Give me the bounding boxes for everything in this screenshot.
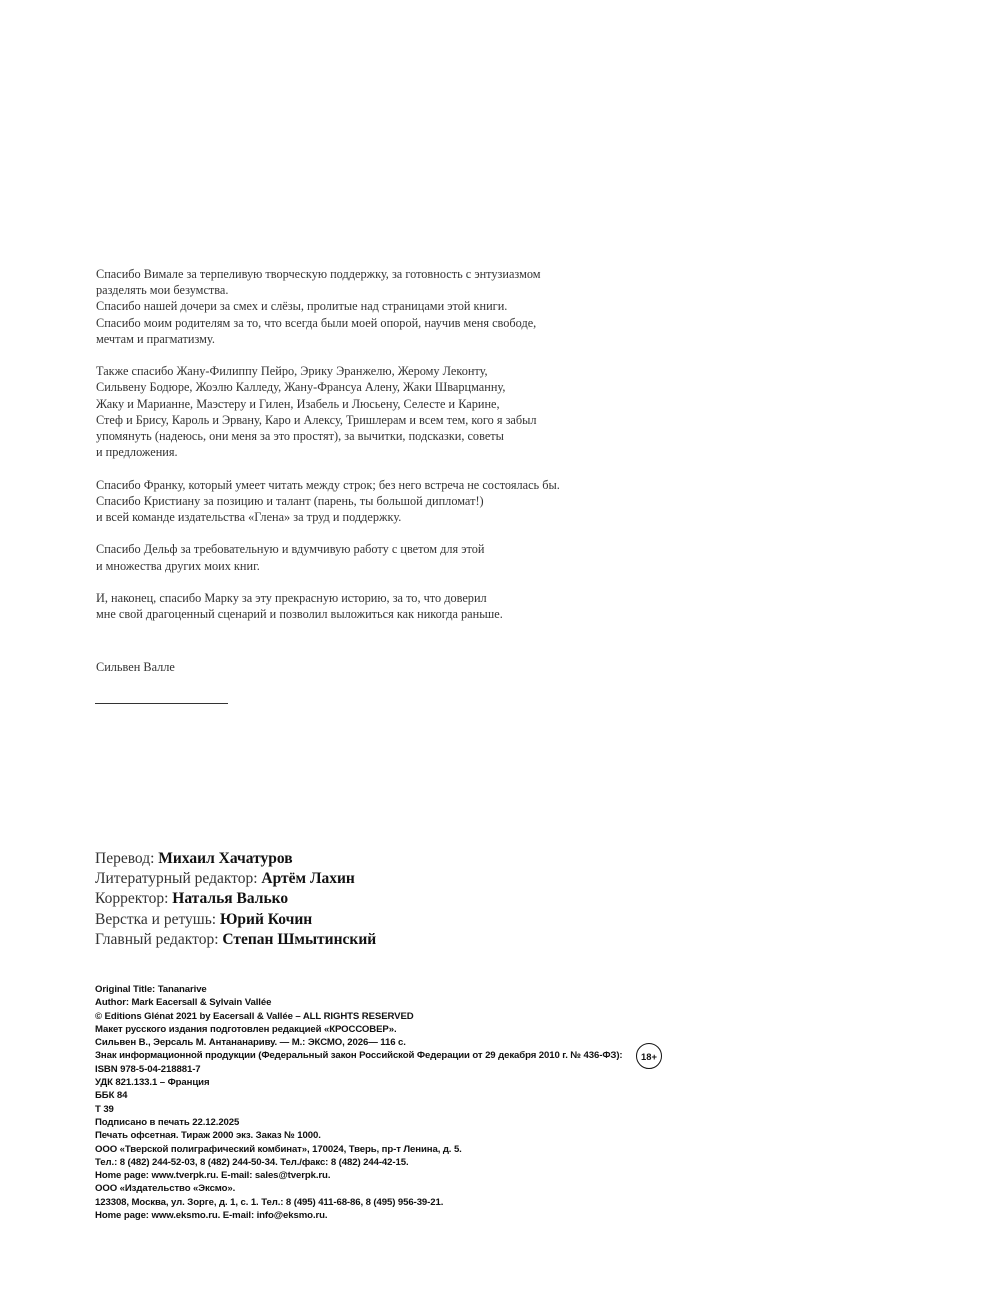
ack-paragraph-2 xyxy=(96,363,716,460)
credit-role: Литературный редактор: xyxy=(95,870,258,888)
ack-line: Спасибо Кристиану за позицию и талант (парень, ты большой дипломат!) xyxy=(96,493,484,508)
imprint-line: Т 39 xyxy=(95,1103,114,1115)
ack-line: Спасибо Вимале за терпеливую творческую поддержку, за готовность с энтузиазмом xyxy=(96,267,541,281)
imprint-line: 123308, Москва, ул. Зорге, д. 1, с. 1. Тел.: 8 (495) 411-68-86, 8 (495) 956-39-21. xyxy=(95,1196,444,1208)
credit-role: Перевод: xyxy=(95,850,155,867)
imprint-line: Home page: www.tverpk.ru. E-mail: sales@tverpk.ru. xyxy=(95,1170,331,1182)
credit-row-layout xyxy=(95,910,376,930)
imprint-line: УДК 821.133.1 – Франция xyxy=(95,1077,210,1089)
imprint-line: ООО «Издательство «Эксмо». xyxy=(95,1183,236,1195)
credit-role: Корректор: xyxy=(95,890,169,908)
imprint-line: ООО «Тверской полиграфический комбинат», 170024, Тверь, пр-т Ленина, д. 5. xyxy=(95,1143,462,1155)
ack-line: Жаку и Марианне, Маэстеру и Гилен, Изабель и Люсьену, Селесте и Карине, xyxy=(96,396,500,411)
imprint-line: Подписано в печать 22.12.2025 xyxy=(95,1116,240,1128)
credit-name: Степан Шмытинский xyxy=(222,930,377,948)
credit-name: Артём Лахин xyxy=(261,870,355,888)
ack-line: мне свой драгоценный сценарий и позволил выложиться как никогда раньше. xyxy=(96,607,503,622)
credit-role: Главный редактор: xyxy=(95,930,219,948)
imprint-line: Home page: www.eksmo.ru. E-mail: info@eksmo.ru. xyxy=(95,1210,328,1222)
divider-rule xyxy=(95,703,228,704)
ack-line: Стеф и Брису, Кароль и Эрвану, Каро и Алексу, Тришлерам и всем тем, кого я забыл xyxy=(96,412,537,427)
imprint-line: © Editions Glénat 2021 by Eacersall & Vallée – ALL RIGHTS RESERVED xyxy=(95,1010,414,1022)
imprint-line: Original Title: Tananarive xyxy=(95,984,207,995)
imprint-block xyxy=(95,983,623,1222)
ack-paragraph-3 xyxy=(96,477,716,526)
ack-line: Спасибо Дельф за требовательную и вдумчивую работу с цветом для этой xyxy=(96,542,485,557)
imprint-line: ISBN 978-5-04-218881-7 xyxy=(95,1063,201,1075)
ack-line: и предложения. xyxy=(96,445,178,460)
ack-paragraph-5 xyxy=(96,590,716,622)
ack-line: Спасибо моим родителям за то, что всегда были моей опорой, научив меня свободе, xyxy=(96,315,537,330)
credit-row-chief-editor xyxy=(95,930,376,950)
ack-line: Сильвену Бодюре, Жоэлю Калледу, Жану-Франсуа Алену, Жаки Шварцманну, xyxy=(96,380,506,395)
ack-line: мечтам и прагматизму. xyxy=(96,331,215,346)
ack-line: упомянуть (надеюсь, они меня за это простят), за вычитки, подсказки, советы xyxy=(96,429,504,444)
imprint-line: Печать офсетная. Тираж 2000 экз. Заказ № 1000. xyxy=(95,1130,321,1142)
imprint-line: Author: Mark Eacersall & Sylvain Vallée xyxy=(95,997,272,1009)
credit-row-translator xyxy=(95,849,376,869)
ack-line: Также спасибо Жану-Филиппу Пейро, Эрику Эранжелю, Жерому Леконту, xyxy=(96,364,488,379)
credit-row-proofreader xyxy=(95,889,376,909)
imprint-line: Макет русского издания подготовлен редакцией «КРОССОВЕР». xyxy=(95,1023,397,1035)
credit-row-literary-editor xyxy=(95,869,376,889)
imprint-line: Знак информационной продукции (Федеральный закон Российской Федерации от 29 декабря 2010 г. № 436-ФЗ): xyxy=(95,1050,623,1062)
credit-name: Наталья Валько xyxy=(172,890,289,908)
ack-line: и множества других моих книг. xyxy=(96,558,260,573)
ack-line: Спасибо Франку, который умеет читать между строк; без него встреча не состоялась бы. xyxy=(96,477,560,492)
imprint-line: ББК 84 xyxy=(95,1090,128,1102)
ack-line: разделять мои безумства. xyxy=(96,283,229,298)
credit-name: Юрий Кочин xyxy=(219,910,313,928)
ack-paragraph-1 xyxy=(96,266,716,347)
imprint-line: Тел.: 8 (482) 244-52-03, 8 (482) 244-50-34. Тел./факс: 8 (482) 244-42-15. xyxy=(95,1156,409,1168)
age-rating-badge: 18+ xyxy=(636,1043,662,1069)
imprint-line: Сильвен В., Эерсаль М. Антананариву. — М.: ЭКСМО, 2026— 116 с. xyxy=(95,1037,406,1049)
acknowledgements-text xyxy=(96,266,716,639)
ack-paragraph-4 xyxy=(96,541,716,573)
credit-role: Верстка и ретушь: xyxy=(95,910,217,928)
credits-block xyxy=(95,849,376,950)
credit-name: Михаил Хачатуров xyxy=(158,850,293,867)
ack-line: и всей команде издательства «Глена» за труд и поддержку. xyxy=(96,510,402,525)
ack-line: Спасибо нашей дочери за смех и слёзы, пролитые над страницами этой книги. xyxy=(96,299,508,314)
author-signature: Сильвен Валле xyxy=(96,660,175,674)
ack-line: И, наконец, спасибо Марку за эту прекрасную историю, за то, что доверил xyxy=(96,591,487,605)
